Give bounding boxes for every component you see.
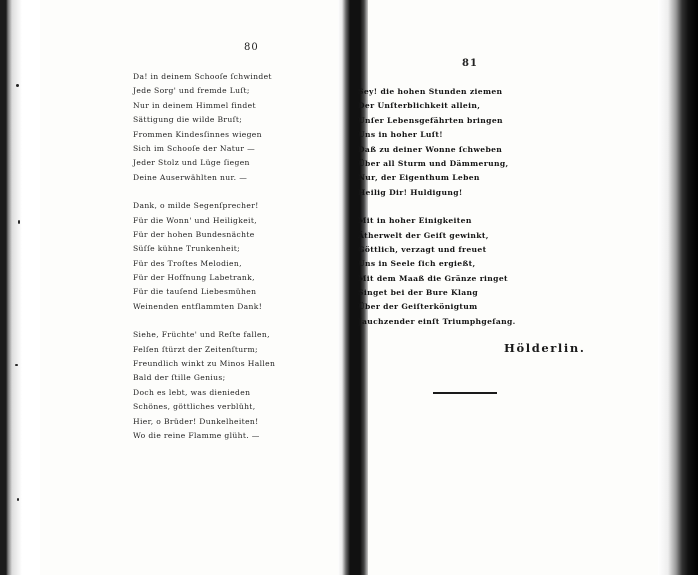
- verse-line: Felſen ſtürzt der Zeitenſturm;: [133, 344, 258, 354]
- verse-line: Dank, o milde Segenſprecher!: [133, 201, 259, 211]
- verse-line: Unſer Lebensgefährten bringen: [358, 115, 503, 125]
- verse-line: Für der hohen Bundesnächte: [133, 229, 255, 239]
- verse-line: Süſſe kühne Trunkenheit;: [133, 244, 241, 254]
- left-page-number: 80: [244, 42, 259, 53]
- verse-line: Wo die reine Flamme glüht. —: [133, 430, 260, 440]
- verse-line: Da! in deinem Schooſe ſchwindet: [133, 72, 272, 81]
- verse-line: Sey! die hohen Stunden ziemen: [358, 87, 503, 96]
- verse-line: Siehe, Früchte' und Reſte fallen,: [133, 330, 270, 340]
- stanza: [358, 214, 516, 329]
- verse-line: Freundlich winkt zu Minos Hallen: [133, 359, 276, 369]
- verse-line: Bald der ſtille Genius;: [133, 373, 226, 383]
- verse-line: Uns in hoher Luſt!: [358, 130, 443, 140]
- verse-line: Über der Geiſterkönigtum: [358, 302, 478, 312]
- right-poem-text: [358, 85, 516, 343]
- verse-line: Heilig Dir! Huldigung!: [358, 187, 463, 197]
- verse-line: Für des Troſtes Melodien,: [133, 258, 242, 268]
- left-poem-text: [133, 70, 275, 457]
- verse-line: Uns in Seele ſich ergießt,: [358, 259, 476, 269]
- verse-line: Hier, o Brüder! Dunkelheiten!: [133, 416, 259, 426]
- verse-line: Nur, der Eigenthum Leben: [358, 173, 480, 183]
- verse-line: Sich im Schooſe der Natur —: [133, 143, 256, 153]
- verse-line: Jeder Stolz und Lüge ſiegen: [133, 158, 250, 168]
- stanza: [133, 328, 275, 443]
- stanza: [358, 85, 516, 200]
- verse-line: Für der Hoffnung Labetrank,: [133, 273, 255, 283]
- left-book-edge: [0, 0, 40, 575]
- verse-line: Nur in deinem Himmel findet: [133, 100, 256, 110]
- verse-line: Sättigung die wilde Bruſt;: [133, 115, 243, 125]
- verse-line: Göttlich, verzagt und freuet: [358, 244, 487, 254]
- author-signature: Hölderlin.: [504, 341, 586, 355]
- verse-line: Frommen Kindesſinnes wiegen: [133, 129, 262, 139]
- verse-line: Für die Wonn' und Heiligkeit,: [133, 215, 258, 225]
- verse-line: Schönes, göttliches verblüht,: [133, 402, 256, 412]
- right-book-edge: [658, 0, 698, 575]
- verse-line: Jauchzender einſt Triumphgeſang.: [358, 316, 516, 326]
- right-page-number: 81: [462, 58, 478, 69]
- verse-line: Ätherwelt der Geiſt gewinkt,: [358, 230, 489, 240]
- closing-rule: [433, 392, 497, 394]
- stanza: [133, 70, 275, 185]
- stanza: [133, 199, 275, 314]
- verse-line: Deine Auserwählten nur. —: [133, 172, 248, 182]
- verse-line: Jede Sorg' und fremde Luſt;: [133, 86, 250, 96]
- verse-line: Doch es lebt, was dienieden: [133, 387, 251, 397]
- verse-line: Mit in hoher Einigkeiten: [358, 216, 472, 226]
- verse-line: Daß zu deiner Wonne ſchweben: [358, 144, 503, 154]
- verse-line: Singet bei der Bure Klang: [358, 288, 479, 298]
- verse-line: Für die tauſend Liebesmühen: [133, 287, 257, 297]
- verse-line: Über all Sturm und Dämmerung,: [358, 158, 509, 168]
- verse-line: Mit dem Maaß die Gränze ringet: [358, 273, 508, 283]
- verse-line: Der Unſterblichkeit allein,: [358, 101, 481, 111]
- verse-line: Weinenden entflammten Dank!: [133, 301, 263, 311]
